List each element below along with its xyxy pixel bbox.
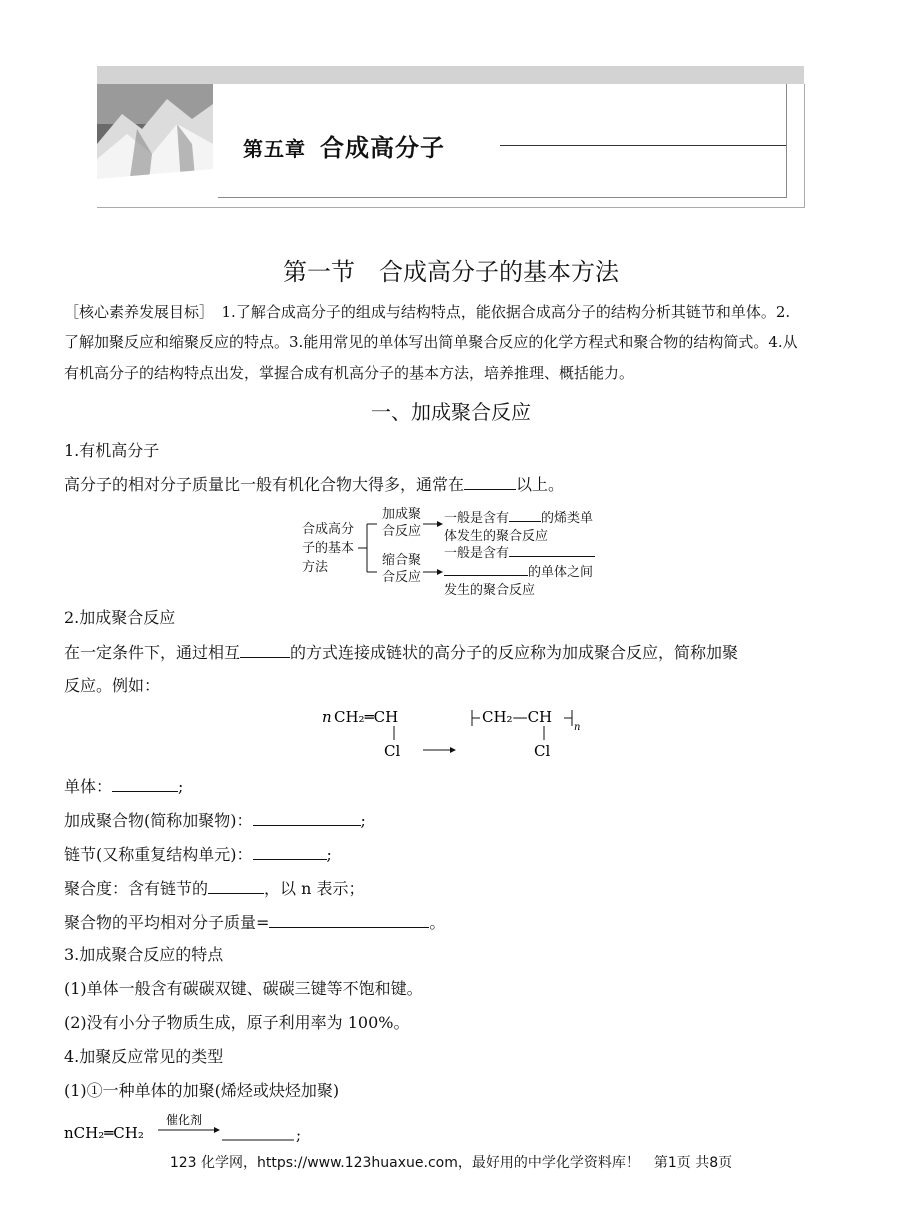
fill-blank[interactable] <box>444 563 528 576</box>
mountain-image <box>97 84 213 198</box>
heading-features: 3.加成聚合反应的特点 <box>64 945 224 964</box>
paragraph-addition-def-2: 反应。例如： <box>64 676 161 695</box>
diagram-root-label: 合成高分 子的基本 方法 <box>302 522 355 575</box>
page-footer: 123 化学网，https://www.123huaxue.com，最好用的中学化学资料库！ 第1页 共8页 <box>169 1155 733 1171</box>
eq2-catalyst: 催化剂 <box>166 1113 203 1127</box>
fill-blank[interactable] <box>112 776 178 792</box>
eq-n: n <box>322 708 332 726</box>
fill-blank[interactable] <box>208 878 264 894</box>
fill-blank[interactable] <box>253 844 327 860</box>
goals-line-3: 有机高分子的结构特点出发，掌握合成有机高分子的基本方法，培养推理、概括能力。 <box>64 364 635 382</box>
goals-line-2: 了解加聚反应和缩聚反应的特点。3.能用常见的单体写出简单聚合反应的化学方程式和聚合物的结构简式。4.从 <box>64 333 798 351</box>
feature-item-2: (2)没有小分子物质生成，原子利用率为 100%。 <box>64 1013 410 1032</box>
diagram-desc-condensation: 一般是含有 的单体之间 发生的聚合反应 <box>444 546 594 598</box>
heading-types: 4.加聚反应常见的类型 <box>64 1047 224 1066</box>
fill-blank[interactable] <box>269 912 429 928</box>
chapter-name: 合成高分子 <box>320 134 445 162</box>
eq-product-n: n <box>574 722 581 733</box>
banner-rule <box>500 145 786 146</box>
banner-top-bar <box>97 66 804 84</box>
term-degree: 聚合度：含有链节的 ，以 n 表示； <box>64 879 365 898</box>
diagram-branch-addition: 加成聚 合反应 <box>382 507 422 539</box>
fill-blank[interactable] <box>509 544 595 557</box>
subsection-title: 一、加成聚合反应 <box>371 400 531 424</box>
type-item-1: (1)①一种单体的加聚(烯烃或炔烃加聚) <box>64 1081 340 1100</box>
eq2-lhs: nCH₂═CH₂ <box>64 1124 144 1142</box>
eq-reactant-sub: Cl <box>384 742 401 760</box>
eq-product: CH₂—CH <box>482 708 553 726</box>
ethylene-equation <box>62 1108 322 1148</box>
diagram-branch-condensation: 缩合聚 合反应 <box>382 553 422 585</box>
heading-organic-polymer: 1.有机高分子 <box>64 441 160 460</box>
diagram-desc-addition: 一般是含有 的烯类单 体发生的聚合反应 <box>444 511 594 544</box>
fill-blank[interactable] <box>509 509 541 522</box>
term-monomer: 单体： ; <box>64 777 184 796</box>
term-avg-mass: 聚合物的平均相对分子质量= 。 <box>64 913 446 932</box>
fill-blank[interactable] <box>240 642 290 658</box>
goals-line-1: ［核心素养发展目标］ 1.了解合成高分子的组成与结构特点，能依据合成高分子的结构分析其链节和单体。2. <box>64 303 791 321</box>
fill-blank[interactable] <box>464 474 516 490</box>
fill-blank[interactable] <box>253 810 361 826</box>
term-chain-unit: 链节(又称重复结构单元)： ; <box>64 845 332 864</box>
heading-addition-polymerization: 2.加成聚合反应 <box>64 608 176 627</box>
goals-label: ［核心素养发展目标］ <box>64 303 207 321</box>
paragraph-molecular-mass: 高分子的相对分子质量比一般有机化合物大得多，通常在 以上。 <box>64 475 565 494</box>
chapter-number: 第五章 <box>243 137 306 161</box>
feature-item-1: (1)单体一般含有碳碳双键、碳碳三键等不饱和键。 <box>64 979 423 998</box>
svg-text:;: ; <box>296 1126 302 1144</box>
paragraph-addition-def-1: 在一定条件下，通过相互 的方式连接成链状的高分子的反应称为加成聚合反应，简称加聚 <box>64 643 739 662</box>
chapter-title <box>243 128 445 163</box>
eq-product-sub: Cl <box>534 742 551 760</box>
eq-reactant: CH₂═CH <box>334 708 399 726</box>
vinyl-chloride-equation <box>310 700 600 770</box>
term-polymer: 加成聚合物(简称加聚物)： ; <box>64 811 366 830</box>
section-title: 第一节 合成高分子的基本方法 <box>283 258 619 286</box>
